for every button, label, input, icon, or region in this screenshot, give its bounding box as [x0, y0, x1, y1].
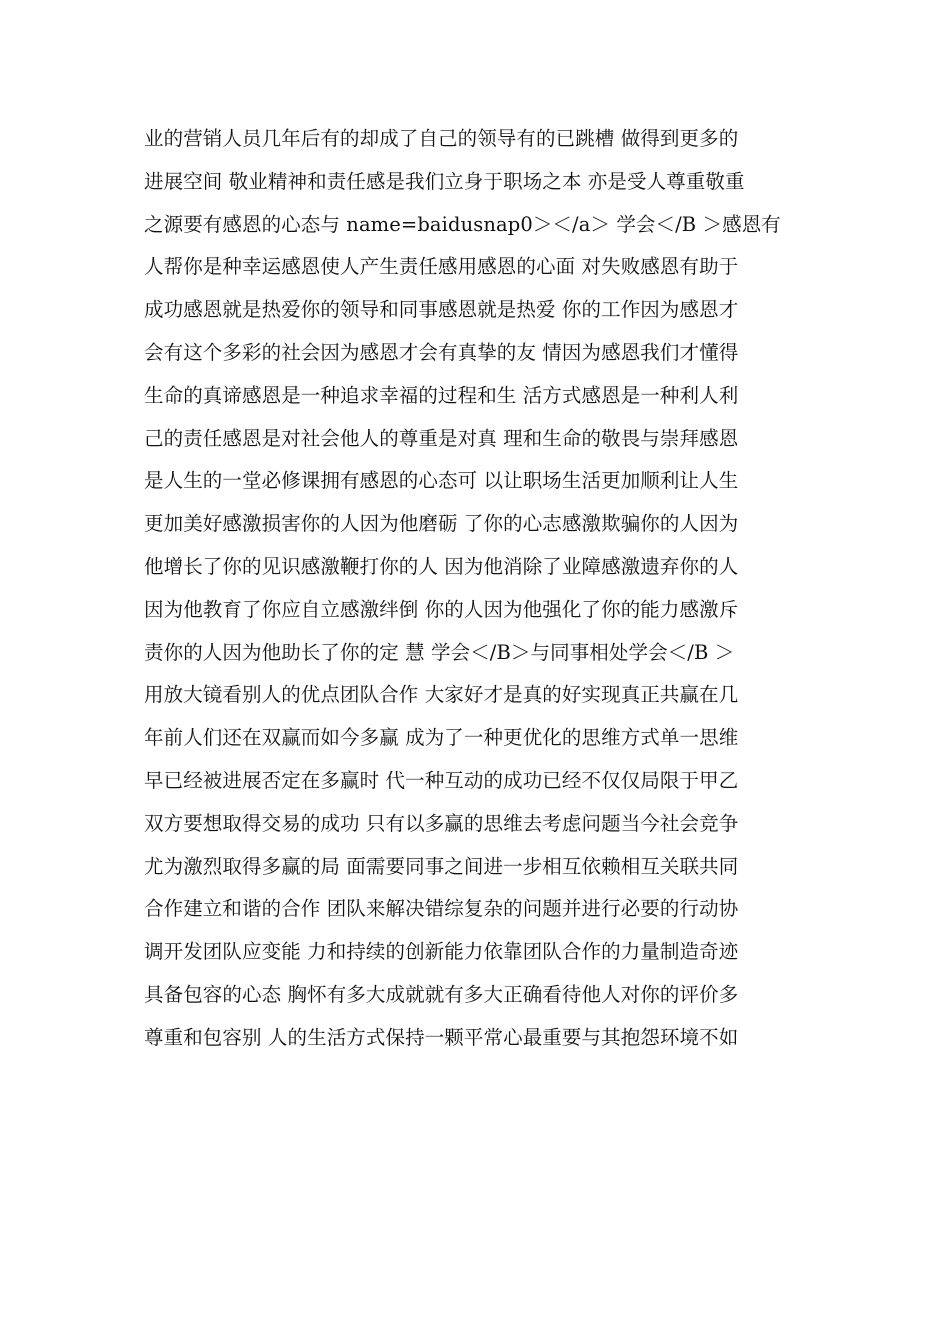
- text-line: 用放大镜看别人的优点团队合作 大家好才是真的好实现真正共赢在几: [144, 683, 739, 707]
- text-line: 责你的人因为他助长了你的定 慧 学会＜/B＞与同事相处学会＜/B ＞: [144, 640, 735, 664]
- text-line: 因为他教育了你应自立感激绊倒 你的人因为他强化了你的能力感激斥: [144, 597, 739, 621]
- text-line: 之源要有感恩的心态与 name=baidusnap0＞＜/a＞ 学会＜/B ＞感恩有: [144, 212, 781, 236]
- text-line: 调开发团队应变能 力和持续的创新能力依靠团队合作的力量制造奇迹: [144, 940, 739, 964]
- text-line: 业的营销人员几年后有的却成了自己的领导有的已跳槽 做得到更多的: [144, 127, 739, 150]
- text-line: 成功感恩就是热爱你的领导和同事感恩就是热爱 你的工作因为感恩才: [144, 298, 739, 322]
- text-line: 进展空间 敬业精神和责任感是我们立身于职场之本 亦是受人尊重敬重: [144, 169, 745, 193]
- text-line: 年前人们还在双赢而如今多赢 成为了一种更优化的思维方式单一思维: [144, 726, 739, 750]
- text-line: 人帮你是种幸运感恩使人产生责任感用感恩的心面 对失败感恩有助于: [144, 255, 739, 279]
- text-line: 是人生的一堂必修课拥有感恩的心态可 以让职场生活更加顺利让人生: [144, 469, 739, 493]
- text-line: 具备包容的心态 胸怀有多大成就就有多大正确看待他人对你的评价多: [144, 982, 739, 1006]
- text-line: 双方要想取得交易的成功 只有以多赢的思维去考虑问题当今社会竞争: [144, 811, 739, 835]
- text-line: 己的责任感恩是对社会他人的尊重是对真 理和生命的敬畏与崇拜感恩: [144, 426, 739, 450]
- text-line: 合作建立和谐的合作 团队来解决错综复杂的问题并进行必要的行动协: [144, 897, 739, 921]
- text-line: 早已经被进展否定在多赢时 代一种互动的成功已经不仅仅局限于甲乙: [144, 768, 739, 792]
- text-line: 他增长了你的见识感激鞭打你的人 因为他消除了业障感激遗弃你的人: [144, 554, 739, 578]
- text-line: 更加美好感激损害你的人因为他磨砺 了你的心志感激欺骗你的人因为: [144, 512, 739, 536]
- text-line: 会有这个多彩的社会因为感恩才会有真挚的友 情因为感恩我们才懂得: [144, 340, 739, 364]
- text-line: 生命的真谛感恩是一种追求幸福的过程和生 活方式感恩是一种利人利: [144, 383, 739, 407]
- document-body-text: [144, 118, 814, 1060]
- text-line: 尤为激烈取得多赢的局 面需要同事之间进一步相互依赖相互关联共同: [144, 854, 739, 878]
- text-line: 尊重和包容别 人的生活方式保持一颗平常心最重要与其抱怨环境不如: [144, 1025, 739, 1049]
